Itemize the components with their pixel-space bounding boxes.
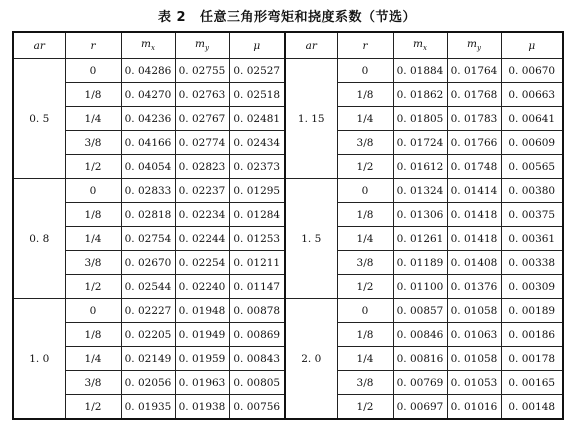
my-cell: 0. 01959 <box>175 347 229 371</box>
mu-cell: 0. 02481 <box>229 107 285 131</box>
my-cell: 0. 02823 <box>175 155 229 179</box>
mu-cell: 0. 01284 <box>229 203 285 227</box>
my-cell: 0. 01766 <box>447 131 501 155</box>
mx-cell: 0. 00769 <box>393 371 447 395</box>
mx-cell: 0. 04166 <box>121 131 175 155</box>
mx-cell: 0. 00697 <box>393 395 447 420</box>
my-cell: 0. 02767 <box>175 107 229 131</box>
r-cell: 1/8 <box>65 203 121 227</box>
my-cell: 0. 01058 <box>447 299 501 323</box>
table-caption: 任意三角形弯矩和挠度系数（节选） <box>200 10 417 25</box>
r-cell: 1/2 <box>65 395 121 420</box>
mu-cell: 0. 00663 <box>501 83 563 107</box>
mu-cell: 0. 00148 <box>501 395 563 420</box>
r-cell: 1/4 <box>337 347 393 371</box>
mu-cell: 0. 00609 <box>501 131 563 155</box>
mu-cell: 0. 00565 <box>501 155 563 179</box>
r-cell: 1/4 <box>337 227 393 251</box>
mx-cell: 0. 01884 <box>393 59 447 83</box>
my-cell: 0. 02244 <box>175 227 229 251</box>
r-cell: 1/2 <box>337 155 393 179</box>
mx-cell: 0. 01724 <box>393 131 447 155</box>
r-cell: 3/8 <box>65 371 121 395</box>
r-cell: 1/8 <box>65 83 121 107</box>
table-row <box>13 59 563 83</box>
header-mx-right: $m_x$ <box>393 32 447 59</box>
mu-cell: 0. 02373 <box>229 155 285 179</box>
mu-cell: 0. 02518 <box>229 83 285 107</box>
my-cell: 0. 01376 <box>447 275 501 299</box>
header-r-right: r <box>337 32 393 59</box>
mu-cell: 0. 00869 <box>229 323 285 347</box>
ar-cell: 1. 15 <box>285 59 337 179</box>
header-r-left: r <box>65 32 121 59</box>
my-cell: 0. 01058 <box>447 347 501 371</box>
r-cell: 0 <box>337 299 393 323</box>
mx-cell: 0. 04270 <box>121 83 175 107</box>
table-row <box>13 299 563 323</box>
mx-cell: 0. 01189 <box>393 251 447 275</box>
mu-cell: 0. 02434 <box>229 131 285 155</box>
r-cell: 1/4 <box>65 107 121 131</box>
mx-cell: 0. 01612 <box>393 155 447 179</box>
my-cell: 0. 02755 <box>175 59 229 83</box>
r-cell: 1/2 <box>65 155 121 179</box>
mu-cell: 0. 00361 <box>501 227 563 251</box>
mu-cell: 0. 00805 <box>229 371 285 395</box>
mu-cell: 0. 00380 <box>501 179 563 203</box>
r-cell: 1/8 <box>337 83 393 107</box>
r-cell: 1/8 <box>337 203 393 227</box>
header-mu-right: μ <box>501 32 563 59</box>
r-cell: 1/4 <box>337 107 393 131</box>
r-cell: 3/8 <box>337 131 393 155</box>
mx-cell: 0. 02754 <box>121 227 175 251</box>
mu-cell: 0. 00178 <box>501 347 563 371</box>
my-cell: 0. 02234 <box>175 203 229 227</box>
my-cell: 0. 01418 <box>447 203 501 227</box>
coefficient-table <box>12 31 564 420</box>
ar-cell: 1. 5 <box>285 179 337 299</box>
header-ar-left: ar <box>13 32 65 59</box>
ar-cell: 0. 8 <box>13 179 65 299</box>
r-cell: 3/8 <box>337 371 393 395</box>
r-cell: 3/8 <box>65 251 121 275</box>
my-cell: 0. 02240 <box>175 275 229 299</box>
r-cell: 3/8 <box>65 131 121 155</box>
mu-cell: 0. 00309 <box>501 275 563 299</box>
my-cell: 0. 01949 <box>175 323 229 347</box>
r-cell: 1/8 <box>65 323 121 347</box>
my-cell: 0. 02237 <box>175 179 229 203</box>
my-cell: 0. 02774 <box>175 131 229 155</box>
header-ar-right: ar <box>285 32 337 59</box>
mx-cell: 0. 02833 <box>121 179 175 203</box>
header-row <box>13 32 563 59</box>
ar-cell: 1. 0 <box>13 299 65 420</box>
my-cell: 0. 01748 <box>447 155 501 179</box>
my-cell: 0. 01948 <box>175 299 229 323</box>
mx-cell: 0. 02818 <box>121 203 175 227</box>
r-cell: 1/4 <box>65 347 121 371</box>
mx-cell: 0. 02544 <box>121 275 175 299</box>
mx-cell: 0. 00816 <box>393 347 447 371</box>
r-cell: 1/2 <box>337 395 393 420</box>
mu-cell: 0. 01295 <box>229 179 285 203</box>
mu-cell: 0. 00756 <box>229 395 285 420</box>
mu-cell: 0. 00189 <box>501 299 563 323</box>
mu-cell: 0. 01147 <box>229 275 285 299</box>
my-cell: 0. 01408 <box>447 251 501 275</box>
mu-cell: 0. 00375 <box>501 203 563 227</box>
mx-cell: 0. 01862 <box>393 83 447 107</box>
r-cell: 1/4 <box>65 227 121 251</box>
mu-cell: 0. 02527 <box>229 59 285 83</box>
mx-cell: 0. 01805 <box>393 107 447 131</box>
my-cell: 0. 01414 <box>447 179 501 203</box>
mx-cell: 0. 01306 <box>393 203 447 227</box>
r-cell: 0 <box>65 59 121 83</box>
r-cell: 0 <box>65 179 121 203</box>
my-cell: 0. 02254 <box>175 251 229 275</box>
mu-cell: 0. 01211 <box>229 251 285 275</box>
r-cell: 0 <box>337 59 393 83</box>
header-my-left: $m_y$ <box>175 32 229 59</box>
mu-cell: 0. 00670 <box>501 59 563 83</box>
my-cell: 0. 01053 <box>447 371 501 395</box>
mx-cell: 0. 02205 <box>121 323 175 347</box>
ar-cell: 2. 0 <box>285 299 337 420</box>
header-mx-left: $m_x$ <box>121 32 175 59</box>
r-cell: 0 <box>337 179 393 203</box>
mu-cell: 0. 01253 <box>229 227 285 251</box>
table-number: 表 2 <box>157 10 187 25</box>
ar-cell: 0. 5 <box>13 59 65 179</box>
mx-cell: 0. 04286 <box>121 59 175 83</box>
r-cell: 1/2 <box>65 275 121 299</box>
mu-cell: 0. 00165 <box>501 371 563 395</box>
header-mu-left: μ <box>229 32 285 59</box>
mu-cell: 0. 00843 <box>229 347 285 371</box>
mu-cell: 0. 00878 <box>229 299 285 323</box>
my-cell: 0. 01783 <box>447 107 501 131</box>
mx-cell: 0. 00846 <box>393 323 447 347</box>
r-cell: 1/2 <box>337 275 393 299</box>
mx-cell: 0. 01100 <box>393 275 447 299</box>
r-cell: 3/8 <box>337 251 393 275</box>
my-cell: 0. 01938 <box>175 395 229 420</box>
mu-cell: 0. 00641 <box>501 107 563 131</box>
mx-cell: 0. 02149 <box>121 347 175 371</box>
mu-cell: 0. 00186 <box>501 323 563 347</box>
mx-cell: 0. 00857 <box>393 299 447 323</box>
table-row <box>13 179 563 203</box>
mx-cell: 0. 02227 <box>121 299 175 323</box>
r-cell: 0 <box>65 299 121 323</box>
mx-cell: 0. 01324 <box>393 179 447 203</box>
mu-cell: 0. 00338 <box>501 251 563 275</box>
my-cell: 0. 01764 <box>447 59 501 83</box>
my-cell: 0. 01016 <box>447 395 501 420</box>
mx-cell: 0. 02056 <box>121 371 175 395</box>
mx-cell: 0. 01261 <box>393 227 447 251</box>
mx-cell: 0. 04236 <box>121 107 175 131</box>
mx-cell: 0. 01935 <box>121 395 175 420</box>
my-cell: 0. 01063 <box>447 323 501 347</box>
my-cell: 0. 01768 <box>447 83 501 107</box>
mx-cell: 0. 04054 <box>121 155 175 179</box>
header-my-right: $m_y$ <box>447 32 501 59</box>
my-cell: 0. 01963 <box>175 371 229 395</box>
my-cell: 0. 01418 <box>447 227 501 251</box>
table-title <box>0 6 574 25</box>
r-cell: 1/8 <box>337 323 393 347</box>
my-cell: 0. 02763 <box>175 83 229 107</box>
mx-cell: 0. 02670 <box>121 251 175 275</box>
